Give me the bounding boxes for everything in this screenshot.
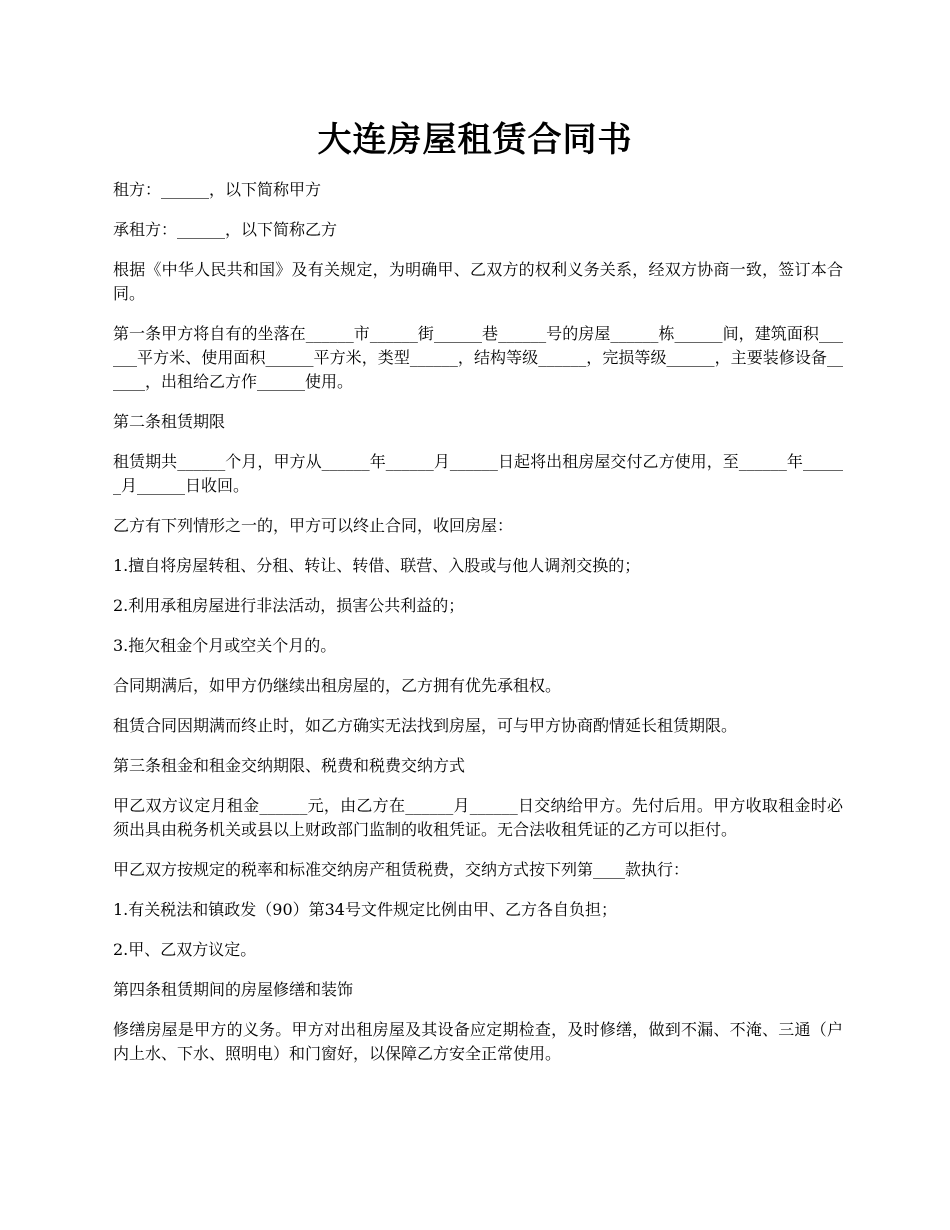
heading-article-4: 第四条租赁期间的房屋修缮和装饰 bbox=[113, 980, 354, 999]
list-item-tax-2: 2.甲、乙双方议定。 bbox=[113, 940, 257, 959]
list-item-tax-1: 1.有关税法和镇政发（90）第34号文件规定比例由甲、乙方各自负担； bbox=[113, 900, 617, 919]
paragraph-lessee: 承租方：______，以下简称乙方 bbox=[113, 220, 338, 239]
paragraph-priority-right: 合同期满后，如甲方仍继续出租房屋的，乙方拥有优先承租权。 bbox=[113, 676, 562, 695]
list-item-termination-1: 1.擅自将房屋转租、分租、转让、转借、联营、入股或与他人调剂交换的； bbox=[113, 556, 641, 575]
paragraph-lease-term: 租赁期共______个月，甲方从______年______月______日起将出租房屋交付乙方使用，至______年______月______日收回。 bbox=[113, 452, 843, 495]
list-item-termination-2: 2.利用承租房屋进行非法活动，损害公共利益的； bbox=[113, 596, 465, 615]
document-title: 大连房屋租赁合同书 bbox=[317, 120, 633, 160]
paragraph-repairs: 修缮房屋是甲方的义务。甲方对出租房屋及其设备应定期检查，及时修缮，做到不漏、不淹、三通（户内上水、下水、照明电）和门窗好，以保障乙方安全正常使用。 bbox=[113, 1020, 843, 1063]
paragraph-termination-intro: 乙方有下列情形之一的，甲方可以终止合同，收回房屋： bbox=[113, 516, 514, 535]
paragraph-preamble: 根据《中华人民共和国》及有关规定，为明确甲、乙双方的权利义务关系，经双方协商一致，签订本合同。 bbox=[113, 260, 843, 303]
heading-article-2: 第二条租赁期限 bbox=[113, 412, 226, 431]
paragraph-lessor: 租方：______，以下简称甲方 bbox=[113, 180, 322, 199]
paragraph-extension: 租赁合同因期满而终止时，如乙方确实无法找到房屋，可与甲方协商酌情延长租赁期限。 bbox=[113, 716, 738, 735]
paragraph-tax: 甲乙双方按规定的税率和标准交纳房产租赁税费，交纳方式按下列第____款执行： bbox=[113, 860, 690, 879]
heading-article-3: 第三条租金和租金交纳期限、税费和税费交纳方式 bbox=[113, 756, 466, 775]
paragraph-article-1: 第一条甲方将自有的坐落在______市______街______巷______号的房屋______栋______间，建筑面积______平方米、使用面积______平方米，类型______，结构等级______，完损等级______，主要装修设备______，出租给乙方作______使用。 bbox=[113, 324, 843, 391]
paragraph-rent: 甲乙双方议定月租金______元，由乙方在______月______日交纳给甲方。先付后用。甲方收取租金时必须出具由税务机关或县以上财政部门监制的收租凭证。无合法收租凭证的乙方可以拒付。 bbox=[113, 796, 843, 839]
list-item-termination-3: 3.拖欠租金个月或空关个月的。 bbox=[113, 636, 337, 655]
document-body bbox=[113, 178, 843, 1082]
